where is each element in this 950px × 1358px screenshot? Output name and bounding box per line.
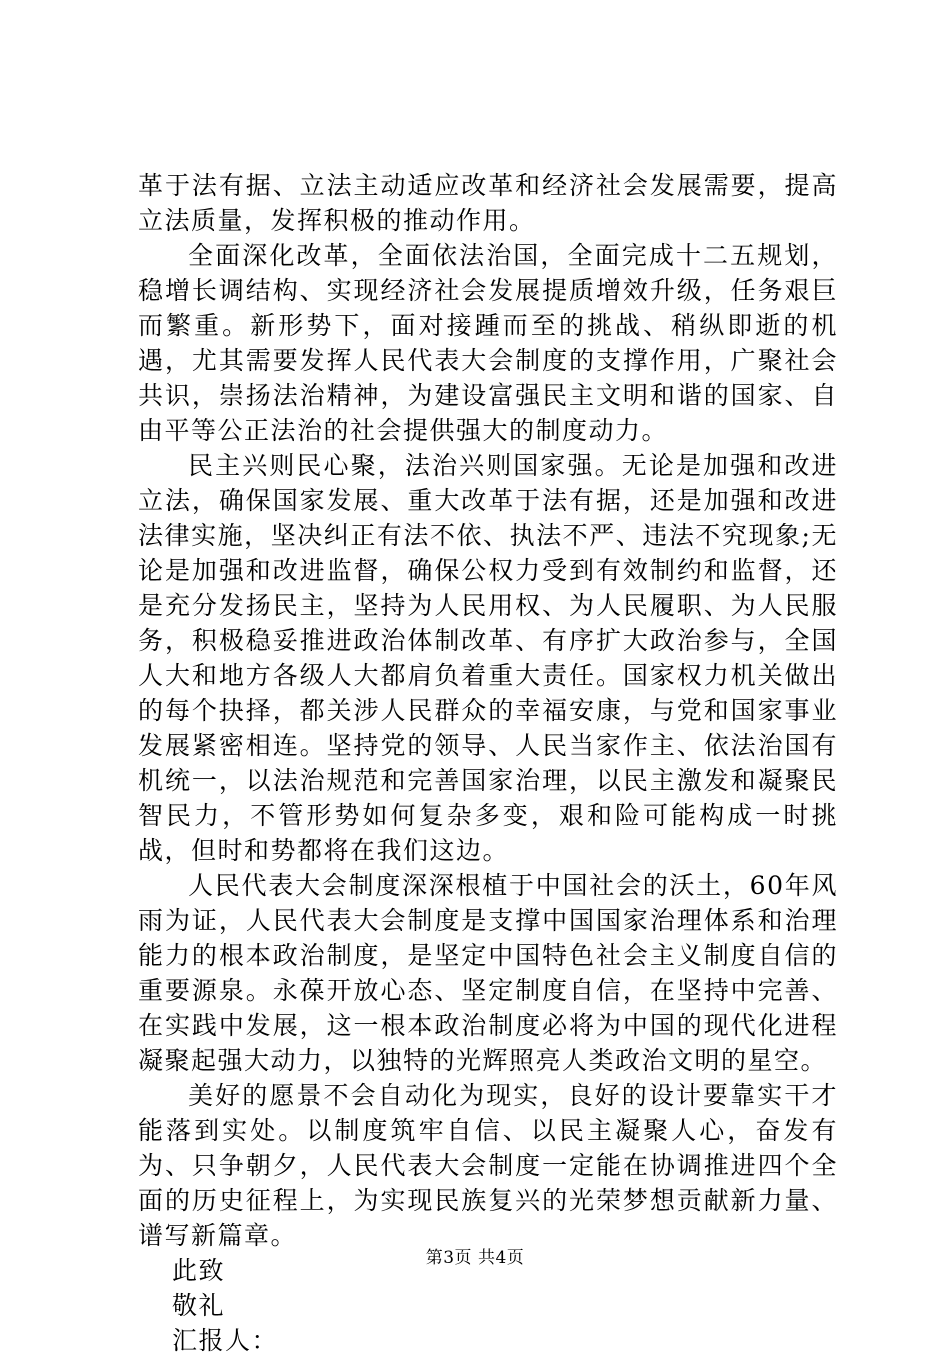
paragraph-continued: 革于法有据、立法主动适应改革和经济社会发展需要，提高立法质量，发挥积极的推动作用。 [138,171,838,235]
paragraph: 民主兴则民心聚，法治兴则国家强。无论是加强和改进立法，确保国家发展、重大改革于法有据，还是加强和改进法律实施，坚决纠正有法不依、执法不严、违法不究现象;无论是加强和改进监督，确保公权力受到有效制约和监督，还是充分发扬民主，坚持为人民用权、为人民履职、为人民服务，积极稳妥推进政治体制改革、有序扩大政治参与，全国人大和地方各级人大都肩负着重大责任。国家权力机关做出的每个抉择，都关涉人民群众的幸福安康，与党和国家事业发展紧密相连。坚持党的领导、人民当家作主、依法治国有机统一，以法治规范和完善国家治理，以民主激发和凝聚民智民力，不管形势如何复杂多变，艰和险可能构成一时挑战，但时和势都将在我们这边。 [138,451,838,865]
paragraph: 美好的愿景不会自动化为现实，良好的设计要靠实干才能落到实处。以制度筑牢自信、以民主凝聚人心，奋发有为、只争朝夕，人民代表大会制度一定能在协调推进四个全面的历史征程上，为实现民族复兴的光荣梦想贡献新力量、谱写新篇章。 [138,1081,838,1250]
reporter-signature-label: 汇报人： [172,1326,279,1355]
closing-regards: 敬礼 [172,1291,226,1320]
page-number-footer: 第3页 共4页 [425,1248,525,1268]
closing-salutation: 此致 [172,1256,226,1285]
paragraph: 人民代表大会制度深深根植于中国社会的沃土，60年风雨为证，人民代表大会制度是支撑中国国家治理体系和治理能力的根本政治制度，是坚定中国特色社会主义制度自信的重要源泉。永葆开放心态、坚定制度自信，在坚持中完善、在实践中发展，这一根本政治制度必将为中国的现代化进程凝聚起强大动力，以独特的光辉照亮人类政治文明的星空。 [138,871,838,1075]
paragraph: 全面深化改革，全面依法治国，全面完成十二五规划，稳增长调结构、实现经济社会发展提质增效升级，任务艰巨而繁重。新形势下，面对接踵而至的挑战、稍纵即逝的机遇，尤其需要发挥人民代表大会制度的支撑作用，广聚社会共识，崇扬法治精神，为建设富强民主文明和谐的国家、自由平等公正法治的社会提供强大的制度动力。 [138,241,838,445]
document-body [138,168,838,1358]
